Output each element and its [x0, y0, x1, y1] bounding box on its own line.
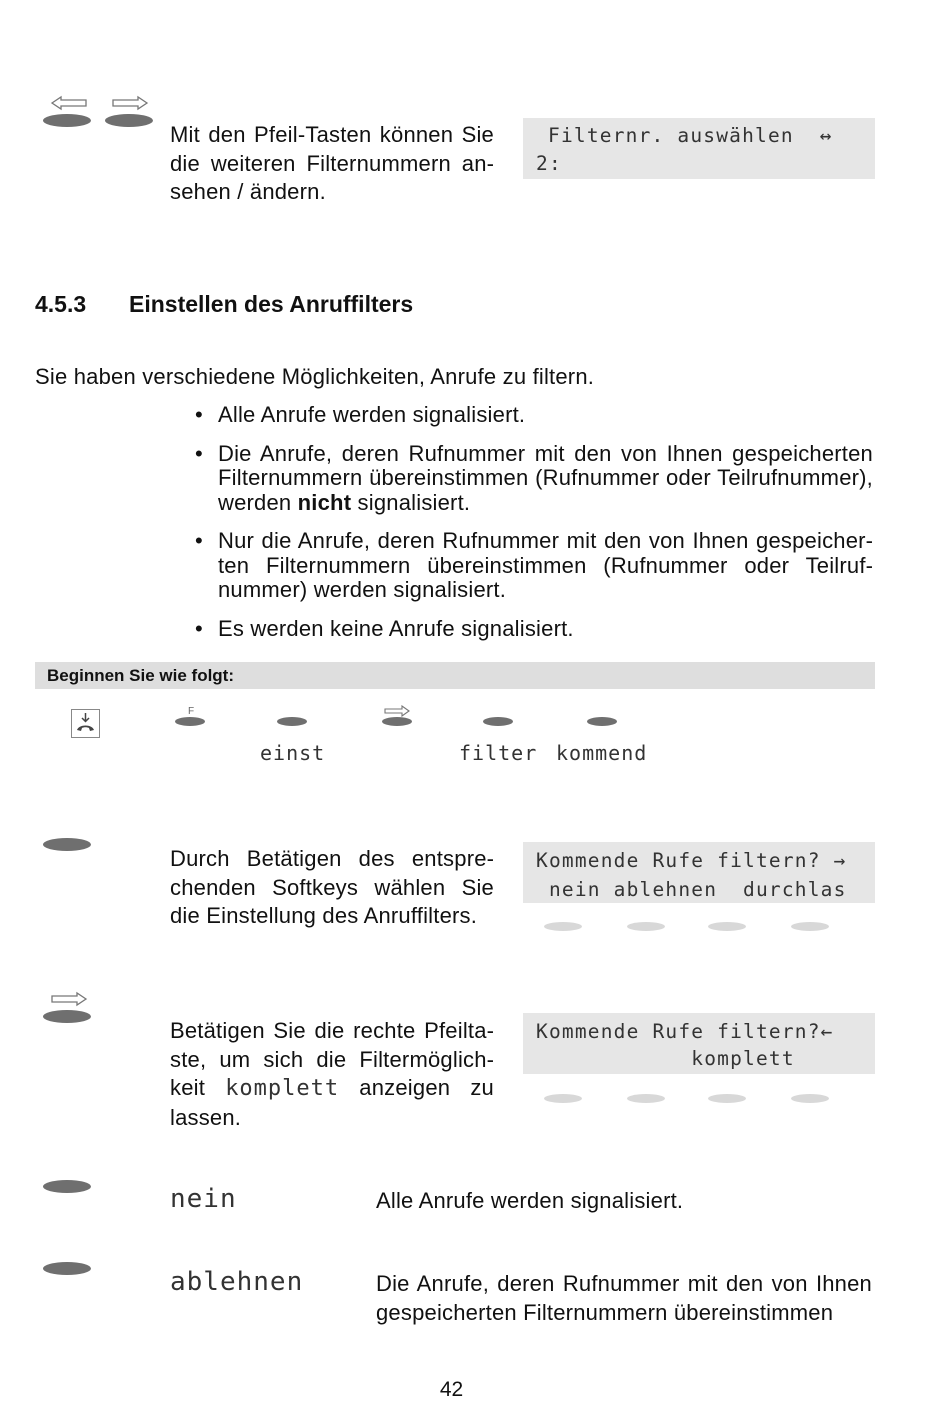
display-softkey-1[interactable] [544, 922, 582, 931]
display-softkey-4[interactable] [791, 1094, 829, 1103]
softkey[interactable] [43, 838, 91, 851]
display-line-2: 2: [536, 152, 562, 175]
section-number: 4.5.3 [35, 291, 87, 317]
display-line-2: nein ablehnen durchlas [536, 878, 847, 901]
right-arrow-key[interactable] [105, 114, 153, 127]
option-text-nein: Alle Anrufe werden signalisiert. [376, 1188, 684, 1213]
display-softkey-3[interactable] [708, 922, 746, 931]
bullet-item: • Es werden keine Anrufe signalisiert. [193, 617, 873, 642]
softkey-ablehnen[interactable] [43, 1262, 91, 1275]
option-label-nein: nein [170, 1184, 237, 1214]
softkey-nein[interactable] [43, 1180, 91, 1193]
display-line-2: komplett [536, 1047, 795, 1070]
display-softkey-2[interactable] [627, 1094, 665, 1103]
display-softkey-4[interactable] [791, 922, 829, 931]
display-line-1: Kommende Rufe filtern?← [536, 1020, 834, 1043]
bullet-item: • Alle Anrufe werden signalisiert. [193, 403, 873, 428]
display-komplett [523, 1013, 875, 1074]
bullet-item: • Nur die Anrufe, deren Rufnummer mit den von Ihnen gespeicherten Filternummern übereinstimmen (Rufnummer oder Teilrufnummer) werden signalisiert. [193, 529, 873, 603]
bullet-list [193, 403, 873, 650]
softkey-einst[interactable] [277, 717, 307, 726]
block3-text: Betätigen Sie die rechte Pfeiltaste, um sich die Filtermöglichkeit komplett anzeigen zu lassen. [170, 1018, 494, 1130]
section-title: Einstellen des Anruffilters [129, 291, 414, 317]
right-arrow-key[interactable] [43, 1010, 91, 1023]
right-arrow-icon [383, 705, 411, 717]
option-text-ablehnen: Die Anrufe, deren Rufnummer mit den von Ihnen gespeicherten Filternummern übereinstimmen [376, 1271, 872, 1325]
intro-text: Sie haben verschiedene Möglichkeiten, Anrufe zu filtern. [35, 364, 595, 389]
label-einst: einst [260, 741, 326, 765]
bullet-item: • Die Anrufe, deren Rufnummer mit den von Ihnen gespeicherten Filternummern übereinstimmen (Rufnummer oder Teilrufnummer), werden nicht signalisiert. [193, 442, 873, 516]
left-arrow-key[interactable] [43, 114, 91, 127]
page-number: 42 [439, 1378, 464, 1401]
right-arrow-icon [111, 95, 149, 111]
display-line-1: Filternr. auswählen ↔ [548, 124, 833, 147]
display-softkey-2[interactable] [627, 922, 665, 931]
display-softkey-3[interactable] [708, 1094, 746, 1103]
inline-komplett: komplett [225, 1076, 340, 1101]
softkey-filter[interactable] [483, 717, 513, 726]
label-filter: filter [459, 741, 538, 765]
right-arrow-key[interactable] [382, 717, 412, 726]
softkey-kommend[interactable] [587, 717, 617, 726]
f-key[interactable] [175, 717, 205, 726]
display-line-1: Kommende Rufe filtern? → [536, 849, 847, 872]
display-filternr [523, 118, 875, 179]
option-label-ablehnen: ablehnen [170, 1267, 304, 1297]
left-arrow-icon [50, 95, 88, 111]
display-softkey-1[interactable] [544, 1094, 582, 1103]
begin-bar-label: Beginnen Sie wie folgt: [47, 666, 235, 685]
right-arrow-icon [50, 991, 88, 1007]
block2-text: Durch Betätigen des entsprechenden Softkeys wählen Sie die Einstellung des Anruffilters. [170, 846, 494, 928]
label-kommend: kommend [556, 741, 648, 765]
f-key-label: F [188, 706, 195, 717]
menu-phone-icon[interactable] [71, 709, 100, 738]
begin-bar [35, 662, 875, 689]
display-kommende-rufe [523, 842, 875, 903]
block1-text: Mit den Pfeil-Tasten können Sie die weiteren Filternummern ansehen / ändern. [170, 122, 494, 204]
